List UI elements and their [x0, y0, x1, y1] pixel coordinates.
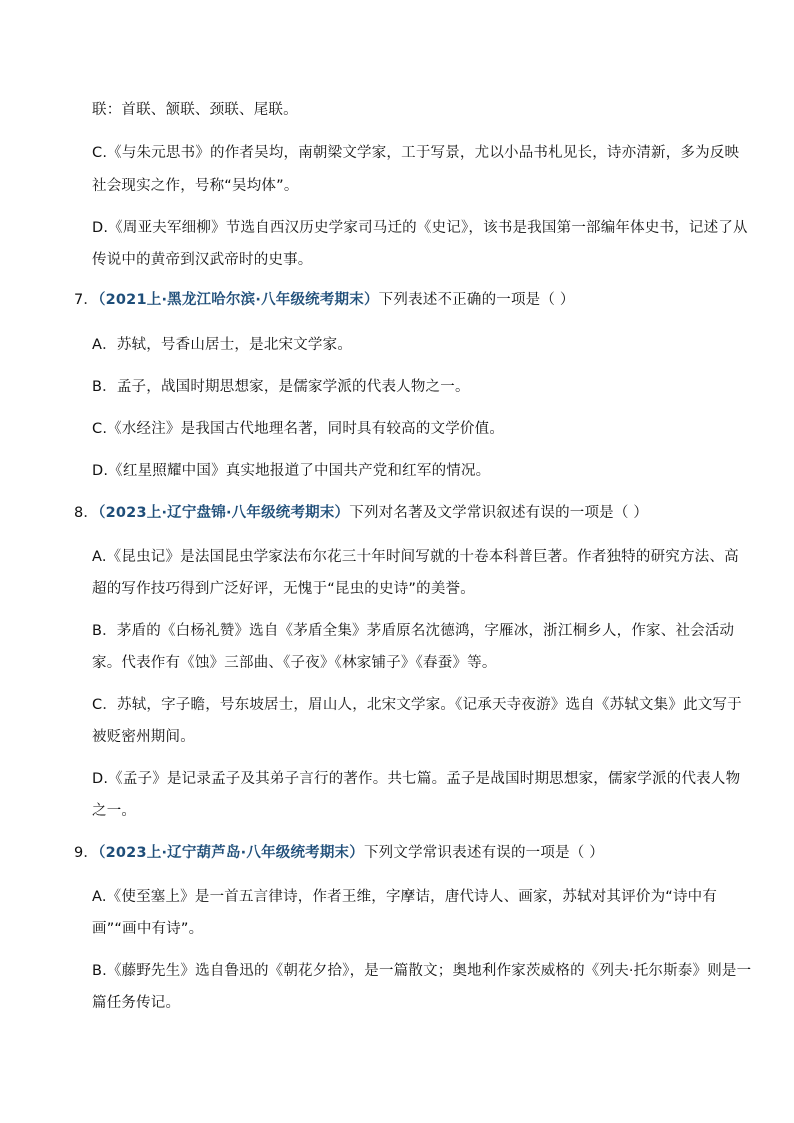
option-a: 超的写作技巧得到广泛好评，无愧于“昆虫的史诗”的美誉。 [92, 581, 475, 597]
question-9 [74, 843, 604, 863]
option-a: A．苏轼，号香山居士，是北宋文学家。 [92, 337, 353, 353]
option-a: 画”“画中有诗”。 [92, 921, 204, 937]
text-line: 联：首联、颔联、颈联、尾联。 [92, 102, 298, 118]
option-b: B.《藤野先生》选自鲁迅的《朝花夕拾》，是一篇散文；奥地利作家茨威格的《列夫·托尔斯泰》则是一 [92, 963, 752, 979]
option-b: B．茅盾的《白杨礼赞》选自《茅盾全集》茅盾原名沈德鸿，字雁冰，浙江桐乡人，作家、社会活动 [92, 623, 735, 639]
option-d: D.《红星照耀中国》真实地报道了中国共产党和红军的情况。 [92, 463, 491, 479]
question-number: 9． [74, 845, 99, 861]
question-number: 7． [74, 292, 99, 308]
question-stem: 下列文学常识表述有误的一项是（ ） [363, 845, 604, 861]
option-b: B．孟子，战国时期思想家，是儒家学派的代表人物之一。 [92, 379, 470, 395]
option-c: C.《水经注》是我国古代地理名著，同时具有较高的文学价值。 [92, 421, 505, 437]
question-8 [74, 503, 648, 523]
question-source: （2023上·辽宁盘锦·八年级统考期末） [98, 505, 350, 521]
option-b: 家。代表作有《蚀》三部曲、《子夜》《林家铺子》《春蚕》等。 [92, 655, 497, 671]
question-source: （2023上·辽宁葫芦岛·八年级统考期末） [98, 845, 364, 861]
option-d-line: 传说中的黄帝到汉武帝时的史事。 [92, 252, 313, 268]
question-number: 8． [74, 505, 99, 521]
option-b: 篇任务传记。 [92, 995, 181, 1011]
question-7 [74, 290, 575, 310]
option-d: 之一。 [92, 803, 137, 819]
option-c: C．苏轼，字子瞻，号东坡居士，眉山人，北宋文学家。《记承天寺夜游》选自《苏轼文集》此文写于 [92, 697, 742, 713]
option-c-line: C.《与朱元思书》的作者吴均，南朝梁文学家，工于写景，尤以小品书札见长，诗亦清新，多为反映 [92, 145, 740, 161]
option-a: A.《昆虫记》是法国昆虫学家法布尔花三十年时间写就的十卷本科普巨著。作者独特的研究方法、高 [92, 549, 739, 565]
option-d-line: D.《周亚夫军细柳》节选自西汉历史学家司马迁的《史记》，该书是我国第一部编年体史书，记述了从 [92, 220, 748, 236]
question-source: （2021上·黑龙江哈尔滨·八年级统考期末） [98, 292, 379, 308]
option-a: A.《使至塞上》是一首五言律诗，作者王维，字摩诘，唐代诗人、画家，苏轼对其评价为“诗中有 [92, 889, 718, 905]
option-d: D.《孟子》是记录孟子及其弟子言行的著作。共七篇。孟子是战国时期思想家，儒家学派的代表人物 [92, 771, 741, 787]
question-stem: 下列对名著及文学常识叙述有误的一项是（ ） [349, 505, 649, 521]
question-stem: 下列表述不正确的一项是（ ） [378, 292, 575, 308]
option-c-line: 社会现实之作，号称“吴均体”。 [92, 178, 299, 194]
option-c: 被贬密州期间。 [92, 729, 195, 745]
